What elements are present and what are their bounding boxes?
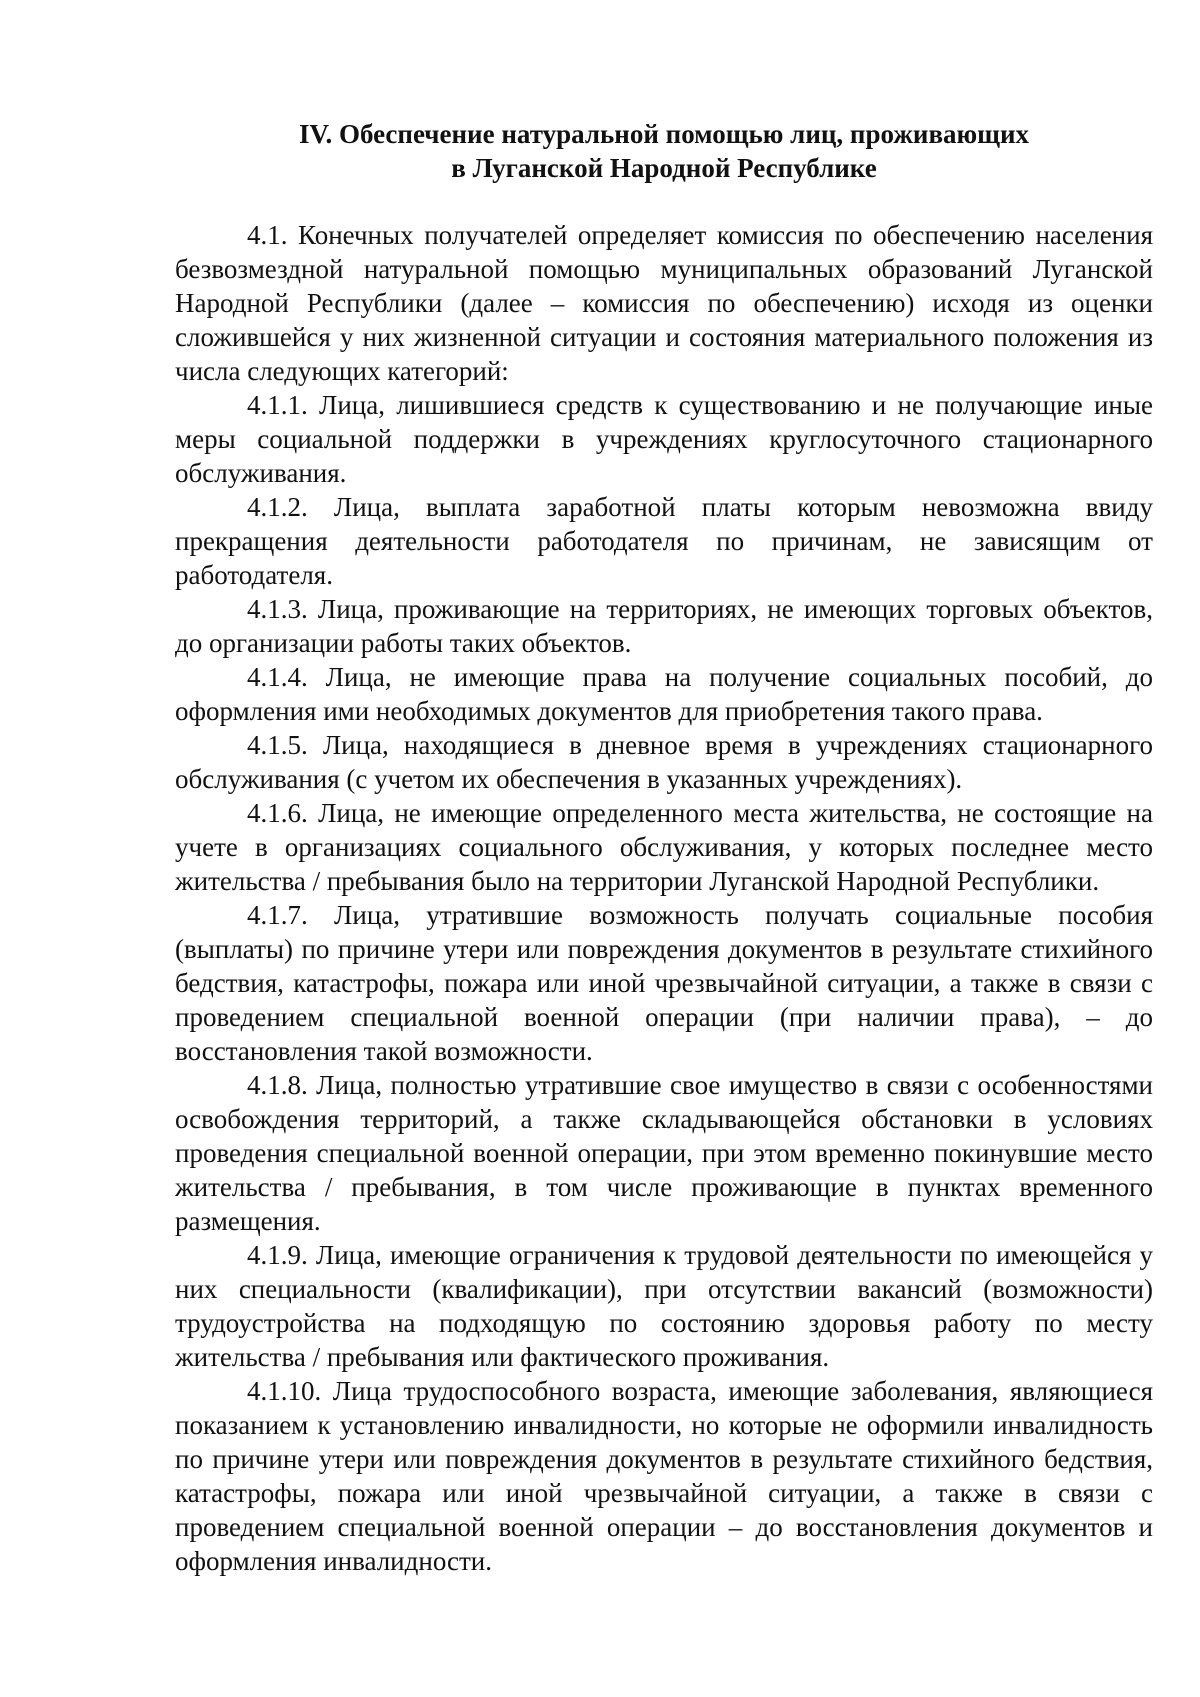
paragraph-4-1-1: 4.1.1. Лица, лишившиеся средств к существованию и не получающие иные меры социальной поддержки в учреждениях круглосуточного стационарного обслуживания. [175,390,1153,488]
paragraph-4-1-9: 4.1.9. Лица, имеющие ограничения к трудовой деятельности по имеющейся у них специальности (квалификации), при отсутствии вакансий (возможности) трудоустройства на подходящую по состоянию здоровья работу по месту жительства / пребывания или фактического проживания. [175,1240,1153,1372]
section-heading [175,117,1153,185]
heading-line-2: в Луганской Народной Республике [451,153,877,183]
heading-line-1: IV. Обеспечение натуральной помощью лиц, проживающих [298,119,1030,149]
document-body [175,218,1153,1578]
paragraph-4-1-8: 4.1.8. Лица, полностью утратившие свое имущество в связи с особенностями освобождения территорий, а также складывающейся обстановки в условиях проведения специальной военной операции, при этом временно покинувшие место жительства / пребывания, в том числе проживающие в пунктах временного размещения. [175,1070,1153,1236]
paragraph-4-1-2: 4.1.2. Лица, выплата заработной платы которым невозможна ввиду прекращения деятельности работодателя по причинам, не зависящим от работодателя. [175,492,1153,590]
paragraph-4-1-10: 4.1.10. Лица трудоспособного возраста, имеющие заболевания, являющиеся показанием к установлению инвалидности, но которые не оформили инвалидность по причине утери или повреждения документов в результате стихийного бедствия, катастрофы, пожара или иной чрезвычайной ситуации, а также в связи с проведением специальной военной операции – до восстановления документов и оформления инвалидности. [175,1376,1153,1576]
paragraph-4-1-4: 4.1.4. Лица, не имеющие права на получение социальных пособий, до оформления ими необходимых документов для приобретения такого права. [175,662,1153,726]
paragraph-4-1: 4.1. Конечных получателей определяет комиссия по обеспечению населения безвозмездной натуральной помощью муниципальных образований Луганской Народной Республики (далее – комиссия по обеспечению) исходя из оценки сложившейся у них жизненной ситуации и состояния материального положения из числа следующих категорий: [175,220,1153,386]
paragraph-4-1-7: 4.1.7. Лица, утратившие возможность получать социальные пособия (выплаты) по причине утери или повреждения документов в результате стихийного бедствия, катастрофы, пожара или иной чрезвычайной ситуации, а также в связи с проведением специальной военной операции (при наличии права), – до восстановления такой возможности. [175,900,1153,1066]
paragraph-4-1-6: 4.1.6. Лица, не имеющие определенного места жительства, не состоящие на учете в организациях социального обслуживания, у которых последнее место жительства / пребывания было на территории Луганской Народной Республики. [175,798,1153,896]
paragraph-4-1-5: 4.1.5. Лица, находящиеся в дневное время в учреждениях стационарного обслуживания (с учетом их обеспечения в указанных учреждениях). [175,730,1153,794]
paragraph-4-1-3: 4.1.3. Лица, проживающие на территориях, не имеющих торговых объектов, до организации работы таких объектов. [175,594,1153,658]
